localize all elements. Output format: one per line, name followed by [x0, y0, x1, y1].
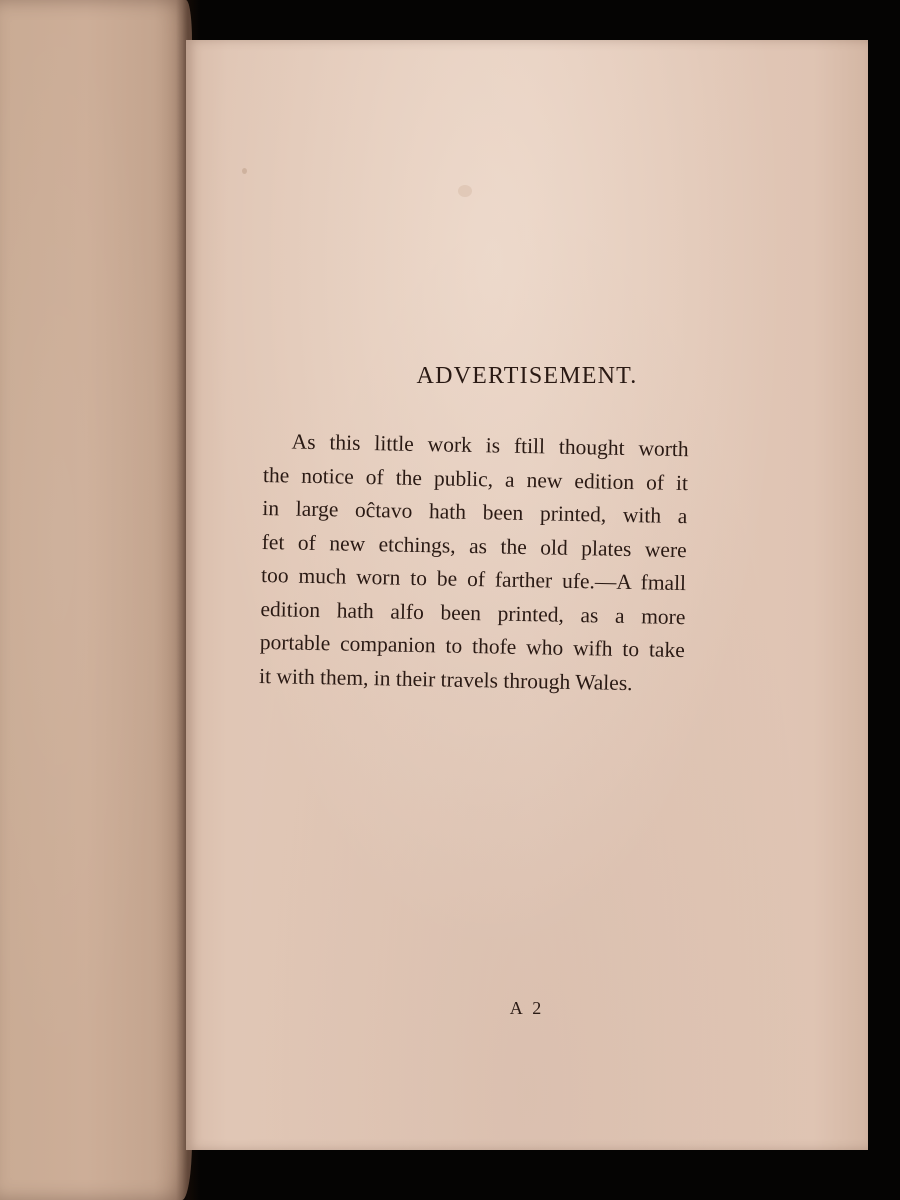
- body-line: edition hath alfo been printed, as a more: [260, 596, 686, 629]
- show-through-text: [0, 60, 180, 95]
- left-facing-page: [0, 0, 192, 1200]
- body-line: fet of new etchings, as the old plates were: [261, 529, 687, 562]
- body-line: the notice of the public, a new edition of it: [262, 462, 689, 495]
- body-line: it with them, in their travels through Wales.: [258, 663, 633, 695]
- advertisement-heading: ADVERTISEMENT.: [416, 363, 638, 389]
- advertisement-body: [259, 425, 689, 701]
- right-page: [186, 40, 868, 1150]
- body-line: portable companion to thofe who wifh to take: [259, 629, 685, 663]
- body-line: As this little work is ftill thought worth: [291, 429, 689, 462]
- foxing-spot: [242, 168, 247, 174]
- body-line: too much worn to be of farther ufe.—A fmall: [260, 562, 687, 596]
- foxing-spot: [458, 185, 472, 197]
- body-line: in large oĉtavo hath been printed, with a: [262, 495, 688, 529]
- signature-mark: A 2: [509, 998, 545, 1018]
